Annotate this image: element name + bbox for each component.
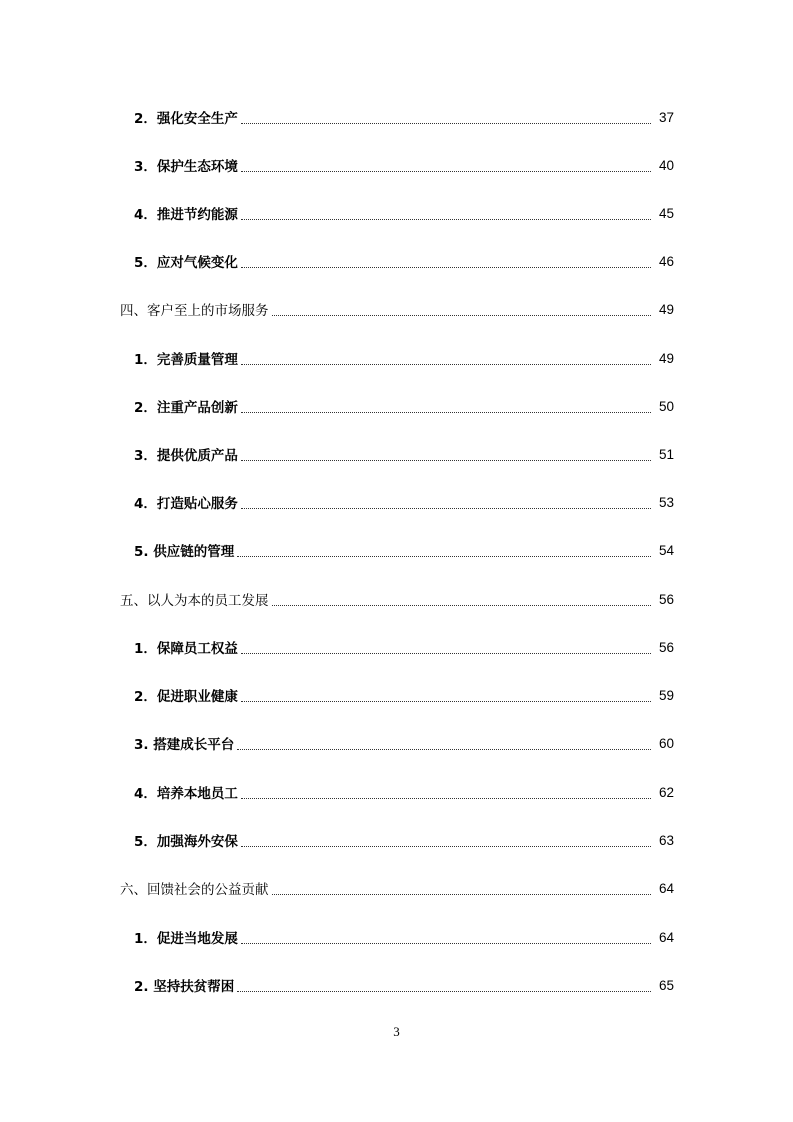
toc-entry-title: 2．注重产品创新 [134, 400, 238, 416]
toc-entry-title: 1．保障员工权益 [134, 641, 238, 657]
dot-leader [241, 219, 651, 220]
toc-entry-page: 40 [658, 157, 674, 173]
toc-entry-page: 50 [658, 398, 674, 414]
toc-entry[interactable] [134, 153, 674, 177]
toc-entry[interactable] [134, 635, 674, 659]
toc-entry[interactable] [134, 201, 674, 225]
toc-entry-title: 3．保护生态环境 [134, 159, 238, 175]
toc-entry-page: 49 [658, 350, 674, 366]
toc-section[interactable] [120, 876, 674, 900]
dot-leader [241, 171, 651, 172]
page-number: 3 [393, 1024, 400, 1039]
toc-section[interactable] [120, 587, 674, 611]
toc-entry-page: 53 [658, 494, 674, 510]
toc-section-title: 六、回馈社会的公益贡献 [120, 882, 269, 898]
toc-entry-page: 46 [658, 253, 674, 269]
toc-section-page: 49 [658, 301, 674, 317]
toc-entry[interactable] [134, 394, 674, 418]
dot-leader [241, 412, 651, 413]
dot-leader [237, 556, 651, 557]
dot-leader [241, 846, 651, 847]
toc-entry[interactable] [134, 780, 674, 804]
toc-entry[interactable] [134, 973, 674, 997]
toc-entry-title: 4．培养本地员工 [134, 786, 238, 802]
dot-leader [241, 123, 651, 124]
toc-entry-page: 54 [658, 542, 674, 558]
toc-entry-title: 1．完善质量管理 [134, 352, 238, 368]
toc-entry[interactable] [134, 105, 674, 129]
toc-entry-page: 65 [658, 977, 674, 993]
toc-entry-page: 45 [658, 205, 674, 221]
toc-entry-page: 63 [658, 832, 674, 848]
dot-leader [237, 749, 651, 750]
toc-entry[interactable] [134, 828, 674, 852]
toc-entry-title: 4．打造贴心服务 [134, 496, 238, 512]
toc-entry[interactable] [134, 249, 674, 273]
dot-leader [272, 894, 652, 895]
dot-leader [241, 267, 651, 268]
toc-entry-title: 2．强化安全生产 [134, 111, 238, 127]
dot-leader [241, 943, 651, 944]
toc-entry-title: 1．促进当地发展 [134, 931, 238, 947]
toc-section-page: 56 [658, 591, 674, 607]
toc-entry-title: 5. 供应链的管理 [134, 544, 235, 560]
dot-leader [237, 991, 651, 992]
dot-leader [272, 315, 652, 316]
toc-section-title: 四、客户至上的市场服务 [120, 303, 269, 319]
toc-entry-page: 64 [658, 929, 674, 945]
toc-entry[interactable] [134, 490, 674, 514]
toc-entry-title: 2．促进职业健康 [134, 689, 238, 705]
toc-entry-title: 4．推进节约能源 [134, 207, 238, 223]
dot-leader [241, 798, 651, 799]
toc-entry-title: 5．加强海外安保 [134, 834, 238, 850]
dot-leader [241, 364, 651, 365]
toc-section-page: 64 [658, 880, 674, 896]
dot-leader [272, 605, 652, 606]
toc-entry-page: 37 [658, 109, 674, 125]
toc-entry-page: 62 [658, 784, 674, 800]
toc-entry[interactable] [134, 442, 674, 466]
toc-section-title: 五、以人为本的员工发展 [120, 593, 269, 609]
toc-entry-title: 5．应对气候变化 [134, 255, 238, 271]
dot-leader [241, 701, 651, 702]
dot-leader [241, 653, 651, 654]
toc-section[interactable] [120, 297, 674, 321]
toc-entry[interactable] [134, 538, 674, 562]
toc-entry-page: 51 [658, 446, 674, 462]
toc-entry[interactable] [134, 925, 674, 949]
toc-entry-title: 3．提供优质产品 [134, 448, 238, 464]
toc-entry-page: 60 [658, 735, 674, 751]
toc-entry[interactable] [134, 683, 674, 707]
toc-entry-title: 2. 坚持扶贫帮困 [134, 979, 235, 995]
toc-entry-page: 56 [658, 639, 674, 655]
toc-entry-title: 3. 搭建成长平台 [134, 737, 235, 753]
toc-entry[interactable] [134, 346, 674, 370]
toc-entry-page: 59 [658, 687, 674, 703]
toc-entry[interactable] [134, 731, 674, 755]
dot-leader [241, 460, 651, 461]
dot-leader [241, 508, 651, 509]
